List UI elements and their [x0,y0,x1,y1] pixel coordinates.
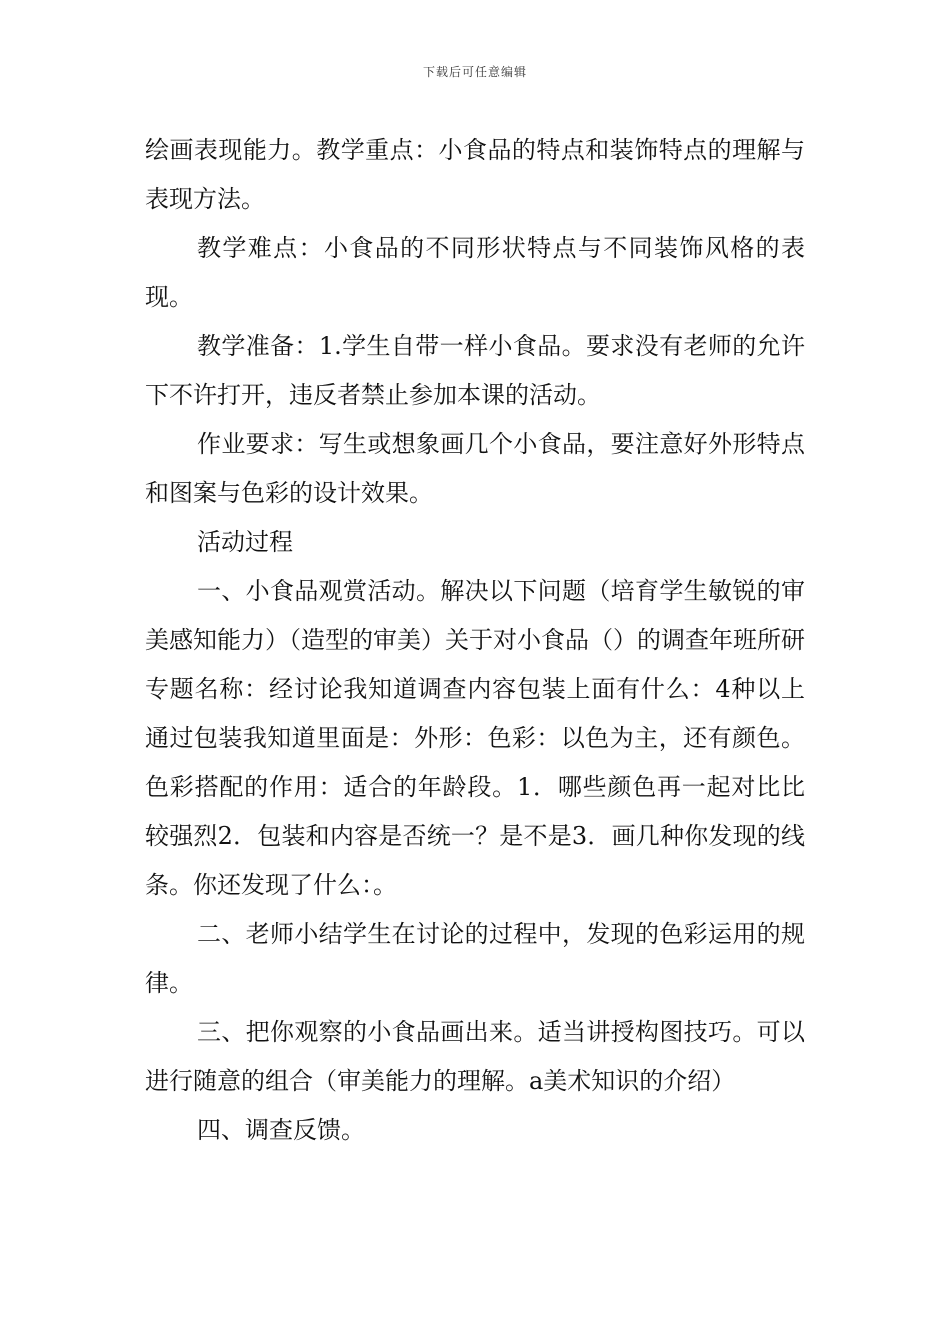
paragraph-5-heading: 活动过程 [197,528,293,556]
paragraph-2: 教学难点：小食品的不同形状特点与不同装饰风格的表现。 [145,234,805,311]
paragraph-6: 一、小食品观赏活动。解决以下问题（培育学生敏锐的审美感知能力）（造型的审美）关于对小食品（）的调查年班所研专题名称：经讨论我知道调查内容包装上面有什么：4种以上通过包装我知道里面是：外形：色彩：以色为主，还有颜色。色彩搭配的作用：适合的年龄段。1．哪些颜色再一起对比比较强烈2．包装和内容是否统一？是不是3．画几种你发现的线条。你还发现了什么：。 [145,577,805,899]
paragraph-8: 三、把你观察的小食品画出来。适当讲授构图技巧。可以进行随意的组合（审美能力的理解。a美术知识的介绍） [145,1018,805,1095]
page-header: 下载后可任意编辑 [422,65,527,79]
document-body [145,126,805,1155]
paragraph-1: 绘画表现能力。教学重点：小食品的特点和装饰特点的理解与表现方法。 [145,136,805,213]
paragraph-9: 四、调查反馈。 [197,1116,365,1144]
paragraph-3: 教学准备：1.学生自带一样小食品。要求没有老师的允许下不许打开，违反者禁止参加本课的活动。 [145,332,805,409]
paragraph-4: 作业要求：写生或想象画几个小食品，要注意好外形特点和图案与色彩的设计效果。 [145,430,805,507]
paragraph-7: 二、老师小结学生在讨论的过程中，发现的色彩运用的规律。 [145,920,805,997]
